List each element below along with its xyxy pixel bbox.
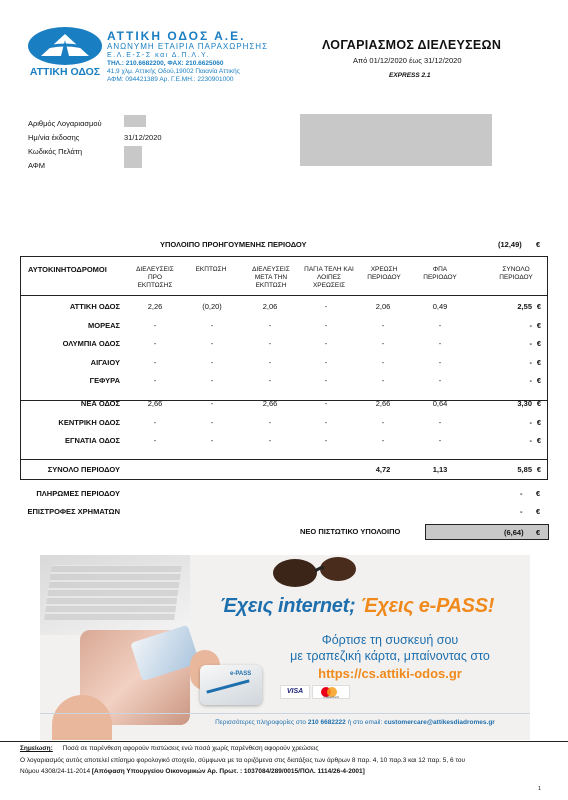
header-discount: ΕΚΠΤΩΣΗ [195, 266, 227, 273]
new-balance-currency: € [536, 528, 541, 537]
contact-mid: ή στο email: [345, 719, 385, 726]
header-roads: ΑΥΤΟΚΙΝΗΤΟΔΡΟΜΟΙ [28, 265, 107, 274]
table-cell: - [381, 339, 385, 349]
table-cell-currency: € [536, 399, 542, 408]
header-period-charge: ΧΡΕΩΣΗ ΠΕΡΙΟΔΟΥ [367, 266, 401, 281]
logo-text: ΑΤΤΙΚΗ ΟΔΟΣ [29, 66, 101, 78]
previous-balance-label: ΥΠΟΛΟΙΠΟ ΠΡΟΗΓΟΥΜΕΝΗΣ ΠΕΡΙΟΔΟΥ [160, 240, 307, 249]
table-cell: - [438, 320, 442, 330]
table-cell-total: - [529, 417, 532, 427]
table-cell: - [438, 357, 442, 367]
issue-date-label: Ημ/νία έκδοσης [28, 133, 80, 142]
sunglasses-image [270, 555, 360, 595]
table-cell-currency: € [536, 417, 542, 427]
payments-value: - [520, 489, 523, 498]
table-cell: 2,06 [262, 302, 278, 311]
company-afm: ΑΦΜ: 094421389 Αρ. Γ.Ε.ΜΗ.: 2230901000 [107, 76, 234, 83]
table-cell: - [268, 417, 272, 427]
table-cell: 0,49 [432, 302, 448, 311]
table-cell-currency: € [536, 339, 542, 349]
table-cell: - [210, 320, 214, 330]
contact-email[interactable]: customercare@attikesdiadromes.gr [384, 719, 495, 726]
refunds-label: ΕΠΙΣΤΡΟΦΕΣ ΧΡΗΜΑΤΩΝ [27, 507, 120, 516]
table-cell: - [153, 417, 157, 427]
note-text: Ποσά σε παρένθεση αφορούν πιστώσεις ενώ ποσά χωρίς παρένθεση αφορούν χρεώσεις [62, 745, 319, 752]
table-cell: - [210, 399, 214, 408]
table-cell: - [210, 376, 214, 386]
header-post-discount: ΔΙΕΛΕΥΣΕΙΣ ΜΕΤΑ ΤΗΝ ΕΚΠΤΩΣΗ [252, 266, 290, 289]
table-cell-currency: € [536, 320, 542, 330]
table-cell: - [210, 339, 214, 349]
table-cell-total: - [529, 436, 532, 446]
header-pre-discount: ΔΙΕΛΕΥΣΕΙΣ ΠΡΟ ΕΚΠΤΩΣΗΣ [136, 266, 174, 289]
account-number-redacted [124, 115, 146, 127]
total-sum: 5,85 [517, 465, 532, 474]
table-cell: 0,64 [432, 399, 448, 408]
customer-code-label: Κωδικός Πελάτη [28, 147, 83, 156]
table-cell: - [268, 436, 272, 446]
epass-banner [40, 555, 530, 740]
new-balance-box [425, 524, 549, 540]
table-cell: - [381, 357, 385, 367]
table-cell: - [324, 436, 328, 446]
refunds-value: - [520, 507, 523, 516]
table-cell: - [268, 357, 272, 367]
table-cell-total: 3,30 [517, 399, 532, 408]
table-cell: - [381, 436, 385, 446]
previous-balance-currency: € [536, 240, 541, 249]
table-cell: - [210, 357, 214, 367]
table-cell-currency: € [536, 376, 542, 386]
table-cell-total: - [529, 376, 532, 386]
company-info [107, 30, 268, 84]
total-currency: € [536, 465, 542, 474]
table-row-label: ΝΕΑ ΟΔΟΣ [80, 399, 120, 408]
banner-url-link[interactable]: https://cs.attiki-odos.gr [318, 666, 462, 681]
table-cell: 2,66 [375, 399, 391, 408]
table-cell: - [324, 339, 328, 349]
refunds-currency: € [536, 507, 541, 516]
footer-line2: Ο λογαριασμός αυτός αποτελεί επίσημο φορολογικό στοιχείο, σύμφωνα με τα οριζόμενα στις διατάξεις των άρθρων 8 παρ. 4, 10 παρ.3 και 12 παρ. 5, 6 του [20, 757, 466, 764]
afm-label: ΑΦΜ [28, 161, 46, 170]
table-cell: 2,66 [262, 399, 278, 408]
table-row-label: ΑΤΤΙΚΗ ΟΔΟΣ [69, 302, 120, 311]
table-cell-currency: € [536, 302, 542, 311]
table-row-label: ΜΟΡΕΑΣ [87, 320, 120, 330]
table-cell: (0,20) [202, 302, 222, 311]
table-row-label: ΚΕΝΤΡΙΚΗ ΟΔΟΣ [58, 417, 120, 427]
company-line1: ΑΝΩΝΥΜΗ ΕΤΑΙΡΙΑ ΠΑΡΑΧΩΡΗΣΗΣ [107, 42, 269, 51]
table-cell: - [153, 376, 157, 386]
table-cell: 2,26 [147, 302, 163, 311]
table-cell: - [210, 417, 214, 427]
account-number-label: Αριθμός Λογαριασμού [28, 119, 102, 128]
epass-tag: e-PASS [230, 671, 252, 677]
contact-phone[interactable]: 210 6682222 [307, 719, 346, 726]
table-cell: - [268, 339, 272, 349]
footer-line3a: Νόμου 4308/24-11-2014 [20, 768, 92, 775]
table-cell: 2,06 [375, 302, 391, 311]
table-cell: - [324, 320, 328, 330]
banner-headline [192, 595, 522, 618]
address-redacted [300, 114, 492, 166]
new-balance-label: ΝΕΟ ΠΙΣΤΩΤΙΚΟ ΥΠΟΛΟΙΠΟ [300, 527, 401, 536]
table-cell-currency: € [536, 357, 542, 367]
charges-table [20, 256, 548, 480]
footer-line3 [20, 767, 560, 777]
footer-note [20, 744, 318, 754]
table-cell: - [324, 399, 328, 408]
header-fixed-fees: ΠΑΓΙΑ ΤΕΛΗ ΚΑΙ ΛΟΙΠΕΣ ΧΡΕΩΣΕΙΣ [304, 266, 354, 289]
table-cell: - [153, 357, 157, 367]
note-label: Σημείωση: [20, 745, 53, 752]
payments-currency: € [536, 489, 541, 498]
page-number: 1 [538, 786, 542, 792]
table-cell: - [438, 339, 442, 349]
new-balance-value: (6,64) [504, 528, 524, 537]
table-cell: - [153, 436, 157, 446]
banner-headline-part1: Έχεις internet; [219, 595, 361, 617]
document-express: EXPRESS 2.1 [389, 72, 431, 79]
table-row-label: ΓΕΦΥΡΑ [89, 376, 120, 386]
payments-label: ΠΛΗΡΩΜΕΣ ΠΕΡΙΟΔΟΥ [36, 489, 120, 498]
table-cell: - [381, 376, 385, 386]
keyboard-image [44, 565, 182, 620]
footer-line3b: [Απόφαση Υπουργείου Οικονομικών Αρ. Πρωτ. : 1037084/289/0015/ΠΟΛ. 1114/26-4-2001] [91, 768, 365, 775]
attiki-odos-logo [27, 26, 103, 78]
contact-prefix: Περισσότερες πληροφορίες στο [215, 719, 308, 726]
table-cell: - [268, 320, 272, 330]
epass-device [200, 665, 262, 705]
banner-headline-part2: Έχεις e-PASS! [360, 595, 495, 617]
table-cell: - [438, 436, 442, 446]
table-cell: - [324, 357, 328, 367]
document-title: ΛΟΓΑΡΙΑΣΜΟΣ ΔΙΕΛΕΥΣΕΩΝ [322, 38, 502, 52]
banner-line2: με τραπεζική κάρτα, μπαίνοντας στο [290, 649, 490, 663]
epass-stripe [206, 679, 249, 693]
company-tel: ΤΗΛ.: 210.6682200, ΦΑΧ: 210.6625060 [107, 60, 224, 67]
total-vat: 1,13 [432, 465, 448, 474]
table-cell: - [153, 339, 157, 349]
table-cell-total: - [529, 339, 532, 349]
customer-code-redacted [124, 146, 142, 168]
document-period: Από 01/12/2020 έως 31/12/2020 [353, 56, 462, 65]
table-cell: - [438, 417, 442, 427]
company-line2: Ε.Λ.Ε-Σ-Σ και Δ.Π.Λ.Υ. [107, 52, 210, 59]
table-cell-currency: € [536, 436, 542, 446]
table-row-label: ΟΛΥΜΠΙΑ ΟΔΟΣ [62, 339, 120, 349]
visa-logo: VISA [280, 685, 310, 699]
table-cell: - [268, 376, 272, 386]
table-cell: 2,66 [147, 399, 163, 408]
banner-contact [190, 719, 520, 726]
table-cell: - [381, 417, 385, 427]
table-cell: - [324, 417, 328, 427]
table-cell: - [438, 376, 442, 386]
table-cell: - [324, 302, 328, 311]
header-vat: ΦΠΑ ΠΕΡΙΟΔΟΥ [423, 266, 457, 281]
total-period-charge: 4,72 [375, 465, 391, 474]
table-cell: - [153, 320, 157, 330]
table-cell: - [381, 320, 385, 330]
table-cell: - [324, 376, 328, 386]
mastercard-logo: mastercard [312, 685, 350, 699]
previous-balance-value: (12,49) [498, 240, 522, 249]
header-total: ΣΥΝΟΛΟ ΠΕΡΙΟΔΟΥ [499, 266, 533, 281]
total-row-label: ΣΥΝΟΛΟ ΠΕΡΙΟΔΟΥ [47, 465, 120, 474]
table-cell-total: - [529, 320, 532, 330]
table-cell-total: - [529, 357, 532, 367]
table-row-label: ΕΓΝΑΤΙΑ ΟΔΟΣ [64, 436, 120, 446]
table-row-label: ΑΙΓΑΙΟΥ [90, 357, 120, 367]
company-name: ΑΤΤΙΚΗ ΟΔΟΣ Α.Ε. [107, 29, 246, 43]
issue-date: 31/12/2020 [124, 133, 162, 142]
banner-line1: Φόρτισε τη συσκευή σου [321, 633, 459, 647]
table-cell: - [210, 436, 214, 446]
company-address: 41,9 χλμ. Αττικής Οδού,19002 Παιανία Αττικής [107, 68, 240, 75]
table-cell-total: 2,55 [517, 302, 532, 311]
